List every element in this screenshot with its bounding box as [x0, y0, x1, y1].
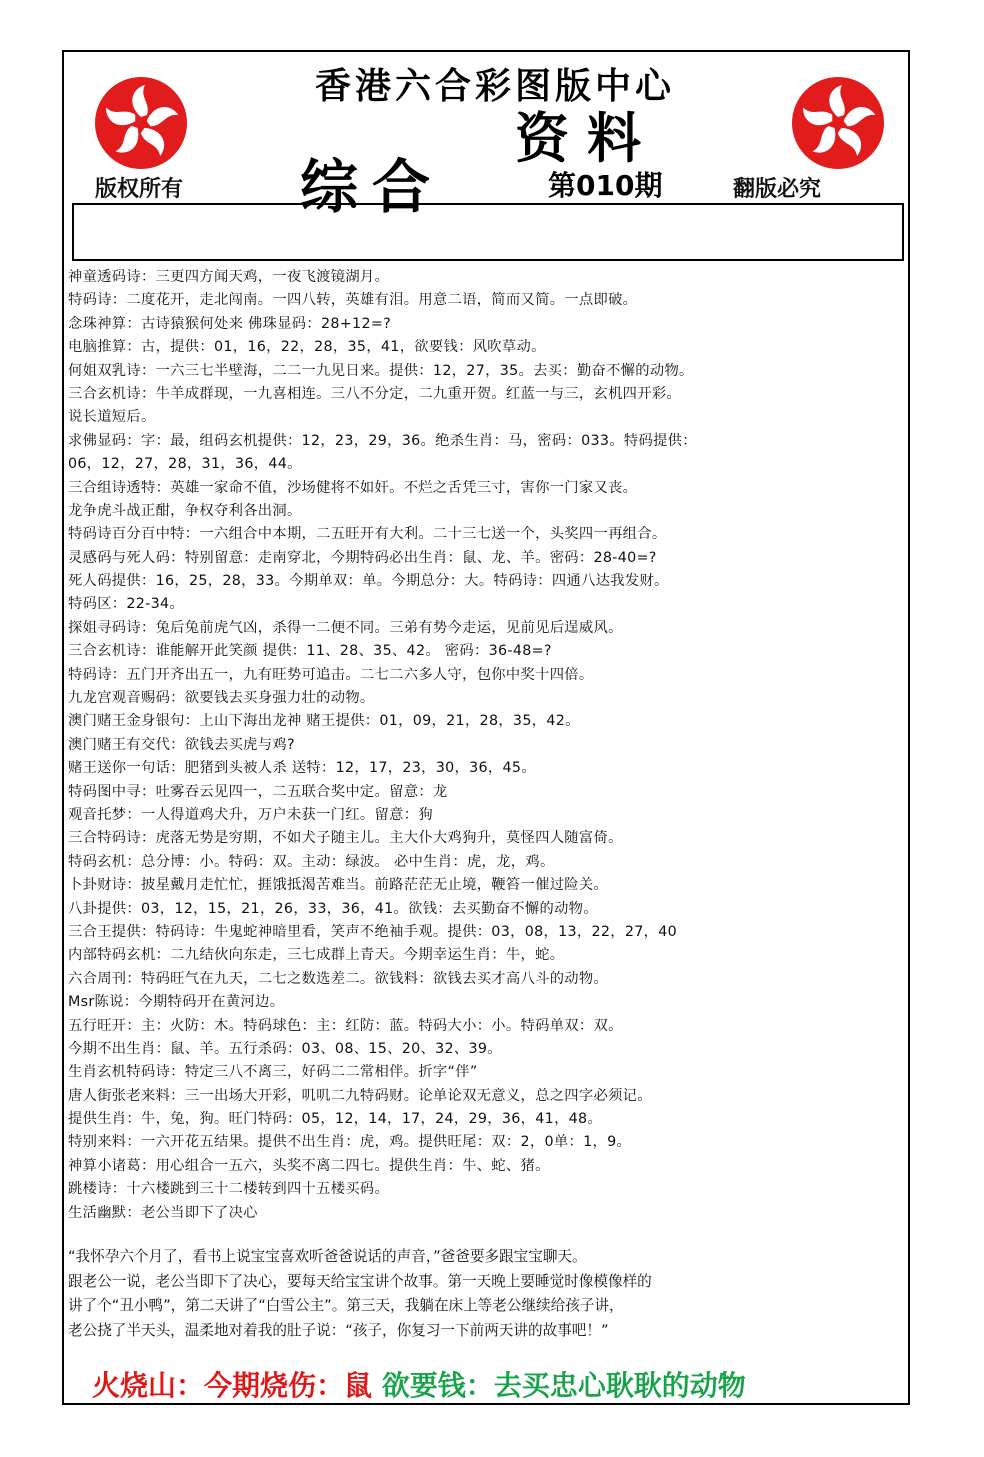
content-line: 何姐双乳诗：一六三七半壁海，二二一九见日来。提供：12，27，35。去买：勤奋不懈的动物。 [68, 362, 694, 379]
content-line: 念珠神算：古诗猿猴何处来 佛珠显码：28+12=? [68, 315, 392, 332]
content-line: 特码玄机：总分博：小。特码：双。主动：绿波。 必中生肖：虎，龙，鸡。 [68, 853, 555, 870]
content-line: 特码区：22-34。 [68, 596, 185, 613]
content-line: 生活幽默：老公当即下了决心 [68, 1204, 258, 1221]
content-line: 三合玄机诗：牛羊成群现，一九喜相连。三八不分定，二九重开贺。红蓝一与三，玄机四开彩。 [68, 385, 682, 402]
content-line: 三合玄机诗：谁能解开此笑颜 提供：11、28、35、42。 密码：36-48=? [68, 643, 552, 660]
content-line: 三合王提供：特码诗：牛鬼蛇神暗里看，笑声不绝袖手观。提供：03，08，13，22，27，40 [68, 923, 678, 940]
content-line: Msr陈说：今期特码开在黄河边。 [68, 994, 285, 1011]
footer-zodiac: 鼠 [344, 1369, 373, 1402]
joke-story [68, 1245, 906, 1343]
content-line: 探姐寻码诗：兔后兔前虎气凶，杀得一二便不同。三弟有势今走运，见前见后逞威风。 [68, 619, 623, 636]
content-line: 特码诗：五门开齐出五一，九有旺势可追击。二七二六多人守，包你中奖十四倍。 [68, 666, 594, 683]
story-line: 跟老公一说，老公当即下了决心，要每天给宝宝讲个故事。第一天晚上要睡觉时像模像样的 [68, 1272, 652, 1290]
bauhinia-logo-icon [792, 77, 884, 169]
content-line: 澳门赌王有交代：欲钱去买虎与鸡? [68, 736, 295, 753]
blank-banner-box [72, 203, 904, 261]
content-line: 今期不出生肖：鼠、羊。五行杀码：03、08、15、20、32、39。 [68, 1040, 502, 1057]
content-line: 电脑推算：古，提供：01，16，22，28，35，41，欲要钱：风吹草动。 [68, 339, 546, 356]
bauhinia-logo-icon [95, 77, 187, 169]
content-line: 卜卦财诗：披星戴月走忙忙，捱饿抵渴苦难当。前路茫茫无止境，鞭笞一催过险关。 [68, 877, 609, 894]
page-title: 香港六合彩图版中心 [314, 65, 675, 107]
content-line: 06，12，27，28，31，36，44。 [68, 456, 302, 473]
footer-tip [92, 1364, 746, 1404]
heading-zong-he: 综合 [300, 153, 445, 221]
story-line: 老公挠了半天头，温柔地对着我的肚子说：“孩子，你复习一下前两天讲的故事吧！” [68, 1321, 609, 1339]
content-line: 唐人街张老来料：三一出场大开彩，叽叽二九特码财。论单论双无意义，总之四字必须记。 [68, 1087, 652, 1104]
content-line: 说长道短后。 [68, 409, 156, 426]
content-line: 六合周刊：特码旺气在九天，二七之数选差二。欲钱料：欲钱去买才高八斗的动物。 [68, 970, 609, 987]
content-line: 八卦提供：03，12，15，21，26，33，36，41。欲钱：去买勤奋不懈的动物。 [68, 900, 598, 917]
content-line: 澳门赌王金身银句：上山下海出龙神 赌王提供：01，09，21，28，35，42。 [68, 713, 580, 730]
content-line: 求佛显码：字：最，组码玄机提供：12，23，29，36。绝杀生肖：马，密码：033。特码提供： [68, 432, 697, 449]
content-line: 九龙宫观音赐码：欲要钱去买身强力壮的动物。 [68, 690, 375, 707]
content-line: 五行旺开：主：火防：木。特码球色：主：红防：蓝。特码大小：小。特码单双：双。 [68, 1017, 623, 1034]
no-piracy-label: 翻版必究 [733, 177, 822, 202]
content-line: 内部特码玄机：二九结伙向东走，三七成群上青天。今期幸运生肖：牛，蛇。 [68, 947, 565, 964]
content-line: 特码诗：二度花开，走北闯南。一四八转，英雄有泪。用意二语，简而又简。一点即破。 [68, 292, 638, 309]
content-line: 提供生肖：牛，兔，狗。旺门特码：05，12，14，17，24，29，36，41，48。 [68, 1111, 603, 1128]
story-line: 讲了个“丑小鸭”，第二天讲了“白雪公主”。第三天，我躺在床上等老公继续给孩子讲， [68, 1297, 624, 1314]
content-line: 特别来料：一六开花五结果。提供不出生肖：虎，鸡。提供旺尾：双：2，0单：1，9。 [68, 1134, 632, 1151]
content-line: 神算小诸葛：用心组合一五六，头奖不离二四七。提供生肖：牛、蛇、猪。 [68, 1157, 550, 1174]
content-line: 赌王送你一句话：肥猪到头被人杀 送特：12，17，23，30，36，45。 [68, 760, 536, 777]
content-lines [68, 266, 906, 1225]
content-line: 死人码提供：16，25，28，33。今期单双：单。今期总分：大。特码诗：四通八达我发财。 [68, 573, 669, 590]
story-line: “我怀孕六个月了，看书上说宝宝喜欢听爸爸说话的声音，”爸爸要多跟宝宝聊天。 [68, 1248, 587, 1265]
content-line: 灵感码与死人码：特别留意：走南穿北，今期特码必出生肖：鼠、龙、羊。密码：28-40=? [68, 549, 657, 566]
content-line: 观音托梦：一人得道鸡犬升，万户未获一门红。留意：狗 [68, 806, 433, 823]
content-line: 特码诗百分百中特：一六组合中本期，二五旺开有大利。二十三七送一个，头奖四一再组合。 [68, 526, 667, 543]
copyright-label: 版权所有 [95, 177, 184, 202]
content-line: 三合组诗透特：英雄一家命不值，沙场健将不如奸。不烂之舌凭三寸，害你一门家又丧。 [68, 479, 638, 496]
content-line: 特码图中寻：吐雾吞云见四一，二五联合奖中定。留意：龙 [68, 783, 448, 800]
content-line: 生肖玄机特码诗：特定三八不离三，好码二二常相伴。折字“伴” [68, 1064, 478, 1081]
content-line: 神童透码诗：三更四方闻天鸡，一夜飞渡镜湖月。 [68, 269, 390, 285]
content-line: 龙争虎斗战正酣，争权夺利各出洞。 [68, 502, 302, 519]
footer-part1: 火烧山：今期烧伤： [92, 1369, 345, 1402]
content-line: 跳楼诗：十六楼跳到三十二楼转到四十五楼买码。 [68, 1181, 390, 1198]
issue-number: 第010期 [548, 169, 663, 202]
heading-zi-liao: 资料 [515, 106, 659, 170]
content-line: 三合特码诗：虎落无势是穷期，不如犬子随主儿。主大仆大鸡狗升，莫怪四人随富倚。 [68, 830, 623, 847]
footer-part3: 欲要钱：去买忠心耿耿的动物 [372, 1369, 746, 1402]
